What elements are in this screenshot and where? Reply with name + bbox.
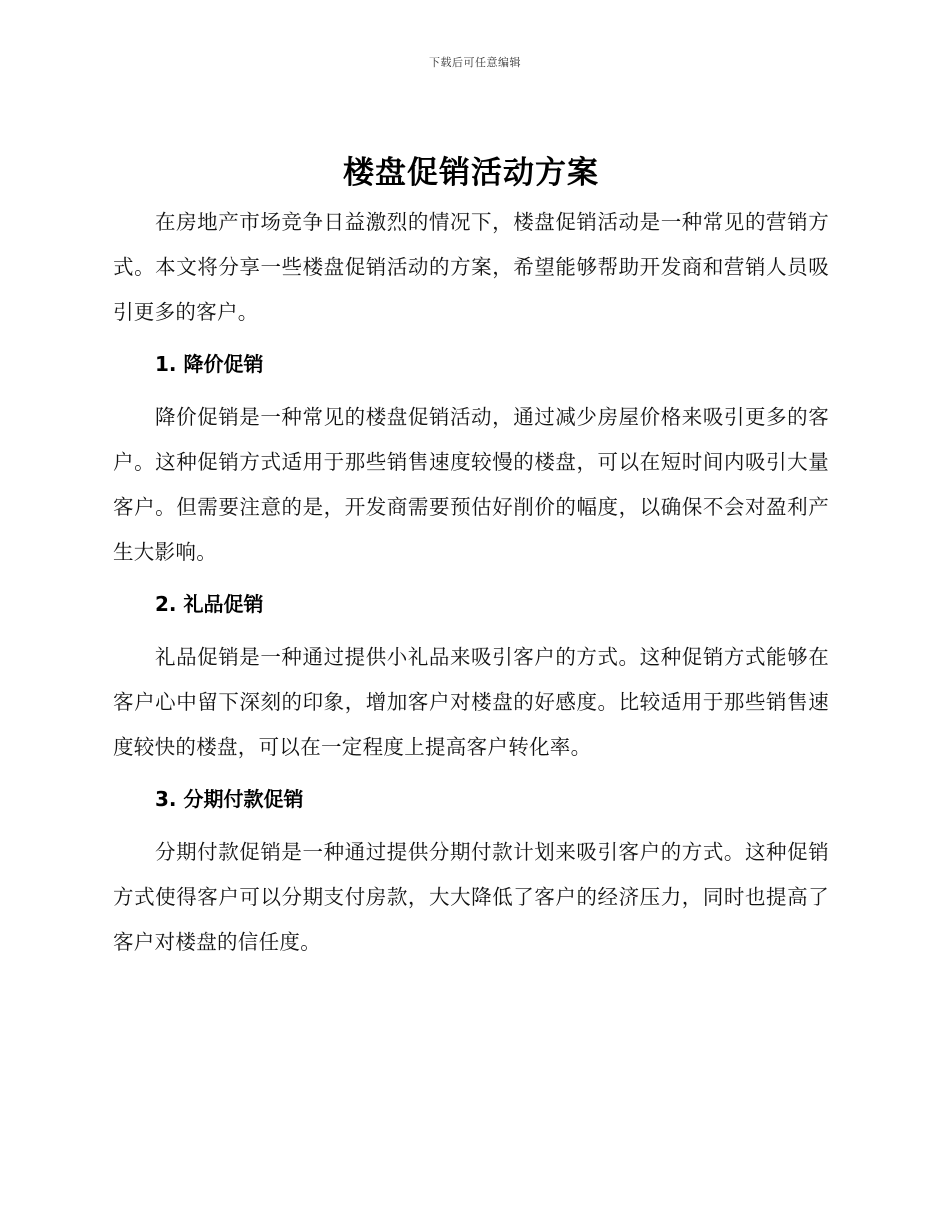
header-note: 下载后可任意编辑 <box>429 56 521 69</box>
section-2 <box>113 585 829 770</box>
document-body <box>113 150 829 965</box>
section-paragraph: 分期付款促销是一种通过提供分期付款计划来吸引客户的方式。这种促销方式使得客户可以分期支付房款，大大降低了客户的经济压力，同时也提高了客户对楼盘的信任度。 <box>113 840 829 954</box>
section-3 <box>113 780 829 965</box>
section-paragraph: 礼品促销是一种通过提供小礼品来吸引客户的方式。这种促销方式能够在客户心中留下深刻的印象，增加客户对楼盘的好感度。比较适用于那些销售速度较快的楼盘，可以在一定程度上提高客户转化率。 <box>113 645 829 759</box>
document-title: 楼盘促销活动方案 <box>343 155 599 191</box>
section-heading: 1. 降价促销 <box>155 352 264 376</box>
section-heading: 3. 分期付款促销 <box>155 787 304 811</box>
section-heading: 2. 礼品促销 <box>155 592 264 616</box>
intro-paragraph: 在房地产市场竞争日益激烈的情况下，楼盘促销活动是一种常见的营销方式。本文将分享一些楼盘促销活动的方案，希望能够帮助开发商和营销人员吸引更多的客户。 <box>113 210 829 324</box>
section-paragraph: 降价促销是一种常见的楼盘促销活动，通过减少房屋价格来吸引更多的客户。这种促销方式适用于那些销售速度较慢的楼盘，可以在短时间内吸引大量客户。但需要注意的是，开发商需要预估好削价的幅度，以确保不会对盈利产生大影响。 <box>113 405 829 564</box>
section-1 <box>113 345 829 575</box>
